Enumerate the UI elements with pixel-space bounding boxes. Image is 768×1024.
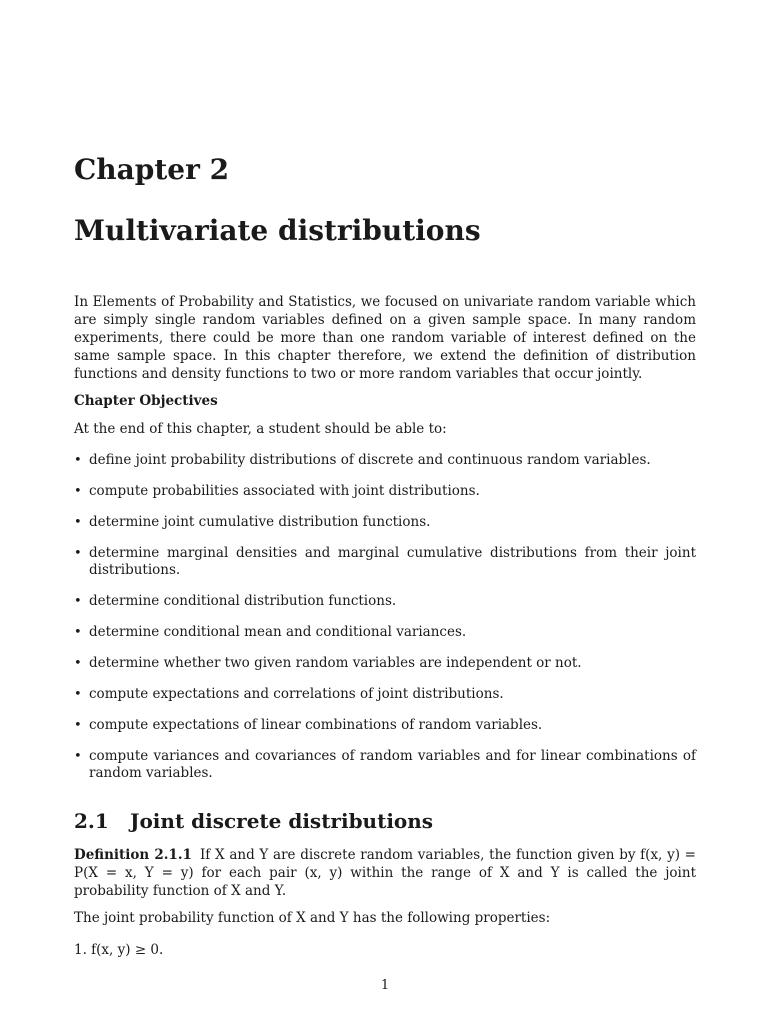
objectives-heading: Chapter Objectives — [74, 393, 218, 409]
objective-item — [74, 717, 696, 734]
section-heading — [74, 808, 433, 834]
properties-lead: The joint probability function of X and Y has the following properties: — [74, 910, 551, 926]
chapter-label: Chapter 2 — [74, 153, 230, 186]
bullet-icon: • — [74, 656, 82, 671]
definition-block — [74, 846, 696, 900]
page-number: 1 — [380, 978, 390, 993]
objective-text: compute probabilities associated with joint distributions. — [89, 483, 480, 499]
section-title: Joint discrete distributions — [130, 809, 434, 833]
bullet-icon: • — [74, 749, 82, 764]
objective-text: determine conditional mean and conditional variances. — [89, 624, 467, 640]
objective-text: compute expectations of linear combinations of random variables. — [89, 717, 543, 733]
objective-text: determine marginal densities and marginal cumulative distributions from their joint distributions. — [89, 545, 696, 578]
objective-item — [74, 655, 696, 672]
objectives-lead: At the end of this chapter, a student should be able to: — [74, 421, 447, 437]
bullet-icon: • — [74, 515, 82, 530]
objective-text: determine conditional distribution functions. — [89, 593, 397, 609]
bullet-icon: • — [74, 594, 82, 609]
objective-item — [74, 514, 696, 531]
objective-item — [74, 748, 696, 782]
bullet-icon: • — [74, 546, 82, 561]
objective-item — [74, 452, 696, 469]
document-page — [74, 0, 696, 1024]
objective-text: determine whether two given random variables are independent or not. — [89, 655, 582, 671]
objective-item — [74, 545, 696, 579]
objective-text: compute expectations and correlations of joint distributions. — [89, 686, 504, 702]
property-item: 1. f(x, y) ≥ 0. — [74, 942, 164, 958]
objective-item — [74, 624, 696, 641]
section-number: 2.1 — [74, 809, 109, 833]
objective-item — [74, 686, 696, 703]
objective-text: determine joint cumulative distribution functions. — [89, 514, 431, 530]
bullet-icon: • — [74, 718, 82, 733]
objective-item — [74, 593, 696, 610]
bullet-icon: • — [74, 453, 82, 468]
objective-text: compute variances and covariances of random variables and for linear combinations of random variables. — [89, 748, 696, 781]
bullet-icon: • — [74, 625, 82, 640]
intro-paragraph: In Elements of Probability and Statistics, we focused on univariate random variable which are simply single random variables defined on a given sample space. In many random experiments, there could be more than one random variable of interest defined on the same sample space. In this chapter therefore, we extend the definition of distribution functions and density functions to two or more random variables that occur jointly. — [74, 294, 696, 382]
definition-text: If X and Y are discrete random variables, the function given by f(x, y) = P(X = x, Y = y) for each pair (x, y) within the range of X and Y is called the joint probability function of X and Y. — [74, 847, 696, 899]
bullet-icon: • — [74, 484, 82, 499]
definition-label: Definition 2.1.1 — [74, 847, 192, 863]
objective-text: define joint probability distributions of discrete and continuous random variables. — [89, 452, 651, 468]
bullet-icon: • — [74, 687, 82, 702]
chapter-title: Multivariate distributions — [74, 214, 481, 247]
objective-item — [74, 483, 696, 500]
